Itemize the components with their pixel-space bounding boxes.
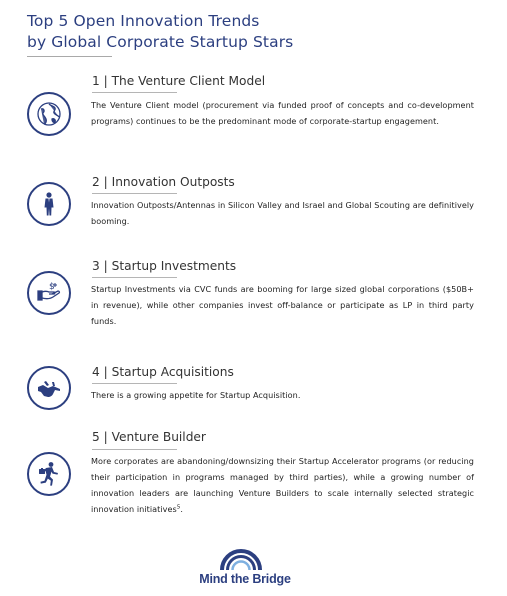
item-heading: 4 | Startup Acquisitions: [92, 365, 234, 379]
running-man-icon: [27, 452, 71, 496]
bridge-arc-icon: [220, 543, 262, 571]
item-body: There is a growing appetite for Startup Acquisition.: [91, 390, 301, 400]
item-body: The Venture Client model (procurement via funded proof of concepts and co-development programs) continues to be the predominant mode of corporate-startup engagement.: [91, 100, 474, 126]
svg-text:$: $: [49, 282, 55, 292]
item-divider: [92, 383, 177, 384]
title-divider: [27, 56, 112, 57]
item-heading: 2 | Innovation Outposts: [92, 175, 235, 189]
item-body: Startup Investments via CVC funds are booming for large sized global corporations ($50B+ in revenue), while other companies invest off-balance or participate as LP in third party funds.: [91, 284, 474, 326]
item-heading: 3 | Startup Investments: [92, 259, 237, 273]
item-divider: [92, 277, 177, 278]
title-line-1: Top 5 Open Innovation Trends: [27, 12, 260, 30]
item-body: [91, 453, 474, 517]
item-divider: [92, 193, 177, 194]
logo-text: Mind the Bridge: [199, 572, 291, 586]
businessman-icon: [27, 182, 71, 226]
item-body-text: More corporates are abandoning/downsizing their Startup Accelerator programs (or reducing their participation in programs managed by third parties), while a growing number of innovation leaders are launching Venture Builders to scale internally selected strategic innovation initiatives: [91, 456, 474, 514]
globe-icon: [27, 92, 71, 136]
item-heading: 1 | The Venture Client Model: [92, 74, 266, 88]
mind-the-bridge-logo: [190, 543, 300, 593]
footnote-mark: 5: [176, 504, 181, 511]
hand-money-icon: [27, 271, 71, 315]
item-body-end: .: [180, 504, 183, 514]
item-divider: [92, 449, 177, 450]
item-heading: 5 | Venture Builder: [92, 430, 206, 444]
item-body: Innovation Outposts/Antennas in Silicon Valley and Israel and Global Scouting are definitively booming.: [91, 200, 474, 226]
item-divider: [92, 92, 177, 93]
title: [27, 11, 327, 53]
handshake-icon: [27, 366, 71, 410]
title-line-2: by Global Corporate Startup Stars: [27, 33, 294, 51]
